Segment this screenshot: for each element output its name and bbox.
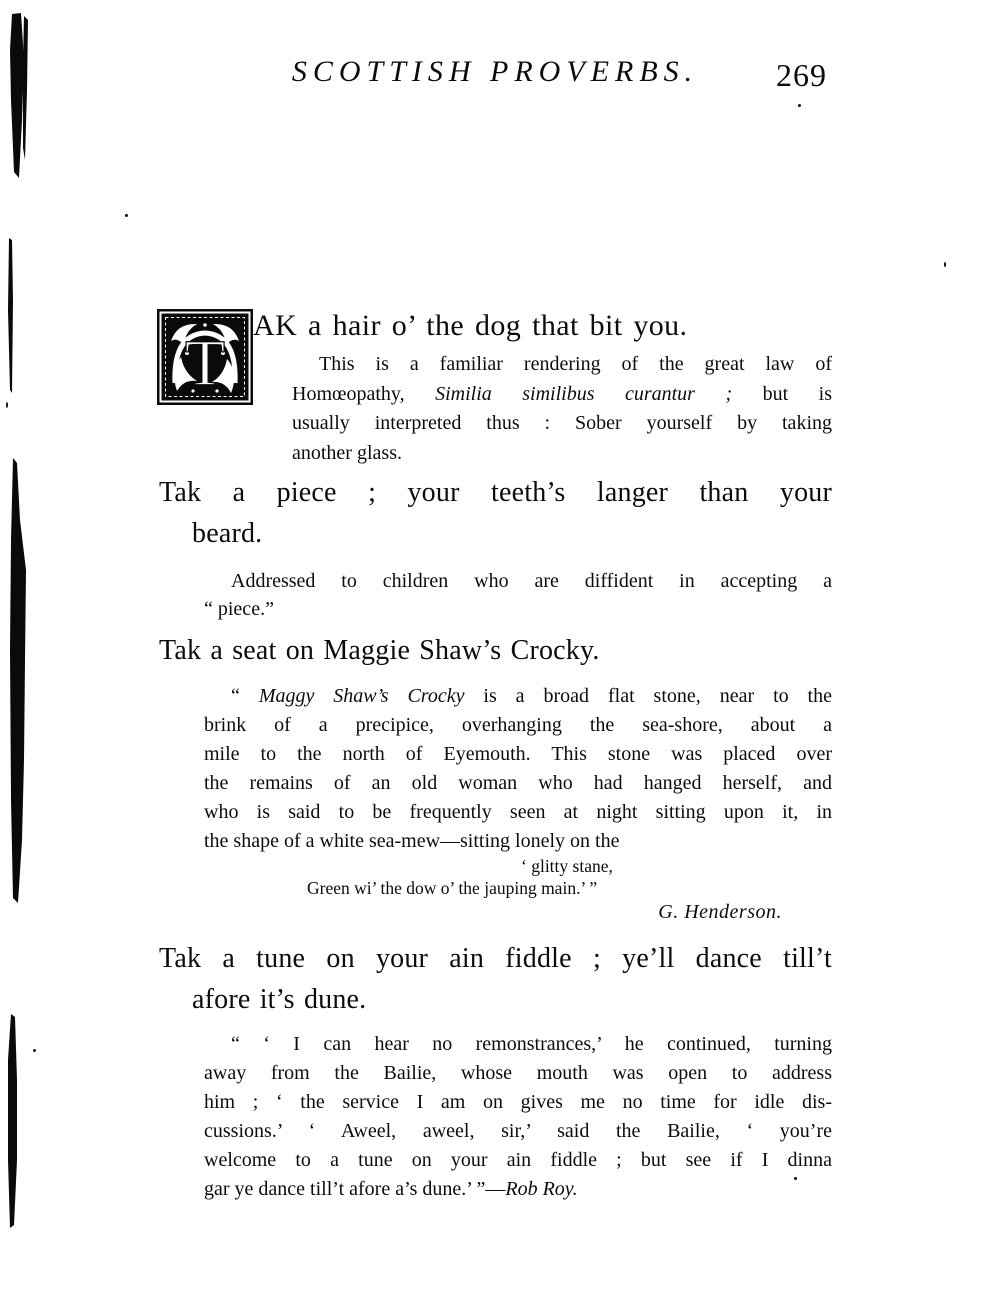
note-line: usually interpreted thus : Sober yourself by taking <box>292 412 832 434</box>
note-text: is a broad flat stone, near to the <box>464 685 832 707</box>
note-line: him ; ‘ the service I am on gives me no time for idle dis- <box>204 1091 832 1113</box>
note-line <box>204 1175 832 1204</box>
proverb-opening-line: AK a hair o’ the dog that bit you. <box>253 309 688 342</box>
latin-phrase: Similia similibus curantur ; <box>435 383 733 405</box>
proverb-heading-line: afore it’s dune. <box>192 984 367 1015</box>
running-title: SCOTTISH PROVERBS. <box>291 55 699 88</box>
verse-line: ‘ glitty stane, <box>521 856 613 876</box>
note-text: but is <box>732 383 833 405</box>
proverb-name-italic: Maggy Shaw’s Crocky <box>258 685 465 707</box>
note-text: Homœopathy, <box>292 383 436 405</box>
note-line: “ ‘ I can hear no remonstrances,’ he continued, turning <box>231 1033 832 1055</box>
note-line: This is a familiar rendering of the great law of <box>319 353 832 375</box>
ink-speck <box>125 214 128 217</box>
note-line: welcome to a tune on your ain fiddle ; but see if I dinna <box>204 1149 832 1171</box>
note-line: away from the Bailie, whose mouth was open to address <box>204 1062 832 1084</box>
proverb-heading-line: Tak a tune on your ain fiddle ; ye’ll dance till’t <box>159 943 832 974</box>
note-line: another glass. <box>292 442 402 464</box>
ink-speck <box>944 262 946 267</box>
ink-speck <box>33 1049 36 1052</box>
note-line <box>204 682 832 711</box>
note-line: brink of a precipice, overhanging the sea-shore, about a <box>204 714 832 736</box>
note-line: cussions.’ ‘ Aweel, aweel, sir,’ said the Bailie, ‘ you’re <box>204 1120 832 1142</box>
note-line: the shape of a white sea-mew—sitting lonely on the <box>204 830 620 852</box>
note-text: “ <box>231 685 259 707</box>
proverb-heading-line: Tak a piece ; your teeth’s langer than your <box>159 477 832 508</box>
note-line <box>292 380 832 409</box>
note-line: who is said to be frequently seen at night sitting upon it, in <box>204 801 832 823</box>
ink-speck <box>798 104 801 107</box>
ink-speck <box>6 402 8 408</box>
note-text: gar ye dance till’t afore a’s dune.’ ”— <box>204 1178 506 1200</box>
note-line: the remains of an old woman who had hanged herself, and <box>204 772 832 794</box>
proverb-heading-line: beard. <box>192 518 263 549</box>
drop-cap-woodcut <box>157 309 253 405</box>
binding-artifact-streaks <box>0 0 40 1294</box>
source-title-italic: Rob Roy. <box>505 1178 578 1200</box>
note-line: mile to the north of Eyemouth. This stone was placed over <box>204 743 832 765</box>
note-line: Addressed to children who are diffident in accepting a <box>231 570 832 592</box>
drop-cap-letter: T <box>184 327 226 400</box>
verse-line: Green wi’ the dow o’ the jauping main.’ ” <box>307 878 598 898</box>
proverb-heading-line: Tak a seat on Maggie Shaw’s Crocky. <box>159 635 600 666</box>
page-number: 269 <box>776 57 827 93</box>
attribution: G. Henderson. <box>658 901 782 923</box>
note-line: “ piece.” <box>204 598 274 620</box>
